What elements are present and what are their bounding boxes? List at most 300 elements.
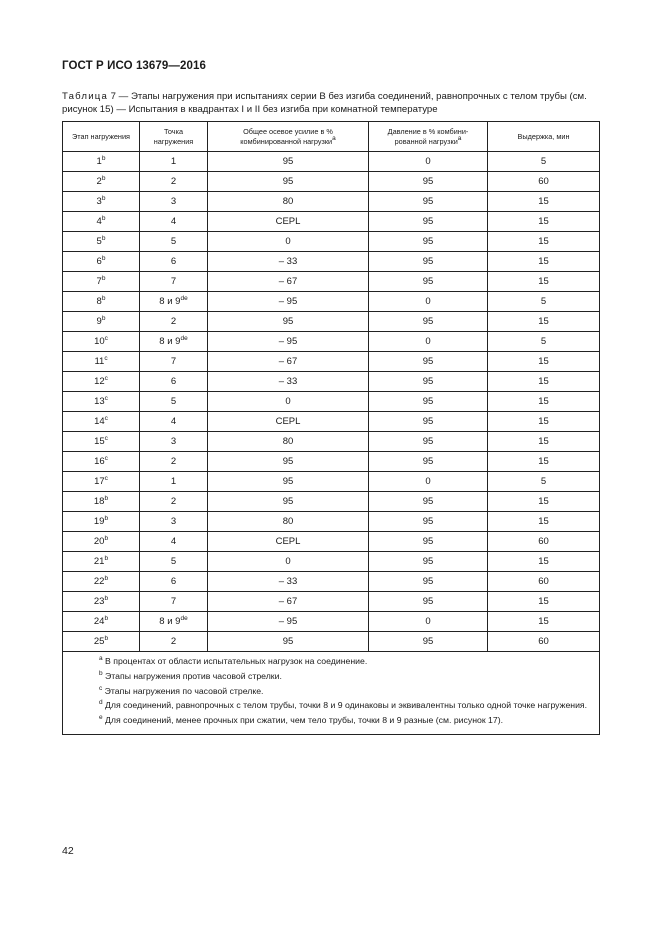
stage-cell-value: 20 xyxy=(93,536,105,547)
table-row xyxy=(63,252,600,272)
stage-cell-value: 8 xyxy=(96,296,102,307)
hold-time-cell-value: 15 xyxy=(538,416,549,427)
table-notes-row xyxy=(63,652,600,735)
stage-cell-value: 9 xyxy=(96,316,102,327)
point-cell xyxy=(140,612,208,632)
pressure-cell-value: 95 xyxy=(422,376,434,387)
axial-load-cell-value: 80 xyxy=(282,196,294,207)
point-cell xyxy=(140,172,208,192)
footnote-mark: b xyxy=(101,175,106,182)
column-header-text: Этап нагружения xyxy=(72,131,130,141)
stage-cell-value: 17 xyxy=(94,476,105,487)
pressure-cell-value: 95 xyxy=(422,356,434,367)
point-cell xyxy=(140,192,208,212)
axial-load-cell xyxy=(208,472,369,492)
point-cell-value: 8 и 9 xyxy=(159,296,181,307)
axial-load-cell-value: – 95 xyxy=(278,336,298,347)
axial-load-cell xyxy=(208,492,369,512)
footnote-mark: b xyxy=(101,255,106,262)
table-row xyxy=(63,292,600,312)
point-cell xyxy=(140,452,208,472)
page-number: 42 xyxy=(62,845,74,857)
stage-cell-value: 4 xyxy=(96,216,102,227)
hold-time-cell-value: 15 xyxy=(538,436,549,447)
hold-time-cell-value: 15 xyxy=(538,316,549,327)
hold-time-cell-value: 15 xyxy=(538,516,549,527)
stage-cell xyxy=(63,412,140,432)
footnote-mark: b xyxy=(104,535,109,542)
stage-cell xyxy=(63,392,140,412)
pressure-cell-value: 95 xyxy=(422,176,434,187)
hold-time-cell-value: 60 xyxy=(538,176,549,187)
stage-cell-value: 16 xyxy=(94,456,105,467)
table-row xyxy=(63,512,600,532)
pressure-cell-value: 0 xyxy=(425,296,431,307)
hold-time-cell xyxy=(488,192,600,212)
axial-load-cell xyxy=(208,572,369,592)
footnote-mark: a xyxy=(99,655,103,662)
stage-cell-value: 3 xyxy=(96,196,102,207)
hold-time-cell xyxy=(488,292,600,312)
hold-time-cell-value: 15 xyxy=(538,616,549,627)
pressure-cell-value: 0 xyxy=(425,336,431,347)
point-cell-value: 5 xyxy=(170,396,177,407)
stage-cell xyxy=(63,592,140,612)
axial-load-cell-value: – 67 xyxy=(278,356,298,367)
footnote-mark: b xyxy=(101,235,106,242)
point-cell-value: 3 xyxy=(170,196,177,207)
axial-load-cell-value: CEPL xyxy=(275,216,301,227)
point-cell xyxy=(140,332,208,352)
pressure-cell-value: 95 xyxy=(422,576,434,587)
point-cell xyxy=(140,572,208,592)
pressure-cell-value: 95 xyxy=(422,456,434,467)
point-cell xyxy=(140,352,208,372)
hold-time-cell xyxy=(488,512,600,532)
point-cell-value: 6 xyxy=(170,376,177,387)
point-cell-value: 6 xyxy=(170,256,177,267)
footnote-mark: a xyxy=(457,134,462,142)
column-header-text: Общее осевое усилие в % комбинированной нагрузки xyxy=(240,126,333,146)
stage-cell-value: 19 xyxy=(93,516,105,527)
stage-cell-value: 7 xyxy=(96,276,102,287)
hold-time-cell xyxy=(488,312,600,332)
footnote-mark: b xyxy=(104,555,109,562)
footnote-mark: c xyxy=(99,684,103,692)
stage-cell-value: 15 xyxy=(94,436,105,447)
point-cell xyxy=(140,632,208,652)
table-row xyxy=(63,212,600,232)
axial-load-cell xyxy=(208,512,369,532)
table-row xyxy=(63,612,600,632)
footnote-mark: de xyxy=(180,295,188,302)
point-cell-value: 3 xyxy=(170,516,177,527)
point-cell xyxy=(140,532,208,552)
hold-time-cell xyxy=(488,432,600,452)
axial-load-cell-value: – 33 xyxy=(278,256,298,267)
footnote-mark: c xyxy=(104,435,108,442)
axial-load-cell-value: 0 xyxy=(285,556,291,567)
footnote-text: Для соединений, равнопрочных с телом трубы, точки 8 и 9 одинаковы и эквивалентны только одной точке нагружения. xyxy=(102,700,588,711)
stage-cell xyxy=(63,152,140,172)
caption-text: 7 — Этапы нагружения при испытаниях серии B без изгиба соединений, равнопрочных с телом трубы (см. рисунок 15) — Испытания в квадрантах I и II без изгиба при комнатной температуре xyxy=(62,91,587,115)
table-row xyxy=(63,172,600,192)
axial-load-cell-value: 95 xyxy=(282,476,294,487)
document-header: ГОСТ Р ИСО 13679—2016 xyxy=(62,60,207,72)
hold-time-cell xyxy=(488,152,600,172)
footnote-mark: b xyxy=(101,275,106,282)
footnote-text: Для соединений, менее прочных при сжатии, чем тело трубы, точки 8 и 9 разные (см. рисунок 17). xyxy=(102,715,504,726)
hold-time-cell xyxy=(488,252,600,272)
footnote-mark: b xyxy=(101,155,106,162)
table-row xyxy=(63,452,600,472)
stage-cell xyxy=(63,352,140,372)
column-header-text: Давление в % комбини-рованной нагрузки xyxy=(387,126,469,146)
stage-cell xyxy=(63,452,140,472)
axial-load-cell xyxy=(208,252,369,272)
hold-time-cell xyxy=(488,472,600,492)
pressure-cell-value: 95 xyxy=(422,316,434,327)
pressure-cell-value: 95 xyxy=(422,516,434,527)
stage-cell-value: 21 xyxy=(93,556,105,567)
axial-load-cell xyxy=(208,352,369,372)
point-cell-value: 2 xyxy=(170,636,177,647)
hold-time-cell xyxy=(488,552,600,572)
footnote xyxy=(69,654,595,669)
point-cell-value: 7 xyxy=(170,596,177,607)
axial-load-cell-value: 95 xyxy=(282,636,294,647)
point-cell xyxy=(140,472,208,492)
point-cell xyxy=(140,552,208,572)
pressure-cell-value: 95 xyxy=(422,236,434,247)
table-row xyxy=(63,192,600,212)
point-cell-value: 5 xyxy=(170,556,177,567)
axial-load-cell-value: 0 xyxy=(285,396,291,407)
pressure-cell-value: 95 xyxy=(422,276,434,287)
pressure-cell xyxy=(369,472,488,492)
stage-cell-value: 14 xyxy=(94,416,105,427)
point-cell-value: 8 и 9 xyxy=(159,336,181,347)
pressure-cell xyxy=(369,412,488,432)
stage-cell xyxy=(63,552,140,572)
pressure-cell-value: 95 xyxy=(422,396,434,407)
footnote-mark: c xyxy=(104,355,108,362)
hold-time-cell-value: 15 xyxy=(538,236,549,247)
pressure-cell xyxy=(369,152,488,172)
axial-load-cell-value: 95 xyxy=(282,156,294,167)
table-row xyxy=(63,432,600,452)
hold-time-cell-value: 15 xyxy=(538,376,549,387)
axial-load-cell-value: 95 xyxy=(282,176,294,187)
hold-time-cell xyxy=(488,392,600,412)
hold-time-cell-value: 15 xyxy=(538,196,549,207)
pressure-cell xyxy=(369,252,488,272)
caption-label: Таблица xyxy=(62,91,109,102)
hold-time-cell-value: 60 xyxy=(538,536,549,547)
axial-load-cell-value: 80 xyxy=(282,436,294,447)
hold-time-cell-value: 15 xyxy=(538,396,549,407)
pressure-cell-value: 0 xyxy=(425,476,431,487)
pressure-cell xyxy=(369,312,488,332)
point-cell xyxy=(140,412,208,432)
table-notes xyxy=(63,652,600,735)
axial-load-cell-value: CEPL xyxy=(275,536,301,547)
stage-cell xyxy=(63,632,140,652)
pressure-cell-value: 0 xyxy=(425,616,431,627)
point-cell-value: 4 xyxy=(170,536,177,547)
axial-load-cell xyxy=(208,452,369,472)
hold-time-cell xyxy=(488,352,600,372)
footnote-mark: b xyxy=(101,215,106,222)
column-header-text: Точка нагружения xyxy=(153,126,194,146)
table-row xyxy=(63,272,600,292)
hold-time-cell xyxy=(488,612,600,632)
axial-load-cell xyxy=(208,332,369,352)
hold-time-cell-value: 15 xyxy=(538,256,549,267)
axial-load-cell xyxy=(208,432,369,452)
axial-load-cell-value: 80 xyxy=(282,516,294,527)
pressure-cell xyxy=(369,292,488,312)
table-row xyxy=(63,472,600,492)
column-header xyxy=(63,122,140,152)
footnote xyxy=(69,713,595,728)
point-cell xyxy=(140,512,208,532)
hold-time-cell-value: 60 xyxy=(538,576,549,587)
axial-load-cell-value: – 95 xyxy=(278,296,298,307)
table-row xyxy=(63,312,600,332)
stage-cell-value: 10 xyxy=(94,336,105,347)
pressure-cell xyxy=(369,272,488,292)
axial-load-cell-value: 95 xyxy=(282,456,294,467)
table-row xyxy=(63,572,600,592)
axial-load-cell-value: 95 xyxy=(282,316,294,327)
point-cell xyxy=(140,272,208,292)
axial-load-cell xyxy=(208,552,369,572)
footnote-mark: c xyxy=(104,375,108,382)
point-cell-value: 2 xyxy=(170,496,177,507)
pressure-cell xyxy=(369,212,488,232)
table-caption xyxy=(62,90,602,116)
pressure-cell-value: 95 xyxy=(422,636,434,647)
axial-load-cell xyxy=(208,272,369,292)
hold-time-cell-value: 15 xyxy=(538,276,549,287)
axial-load-cell-value: – 33 xyxy=(278,376,298,387)
pressure-cell-value: 95 xyxy=(422,536,434,547)
table-row xyxy=(63,232,600,252)
pressure-cell-value: 95 xyxy=(422,596,434,607)
stage-cell xyxy=(63,272,140,292)
axial-load-cell xyxy=(208,212,369,232)
axial-load-cell-value: – 67 xyxy=(278,276,298,287)
stage-cell-value: 12 xyxy=(94,376,105,387)
point-cell xyxy=(140,432,208,452)
axial-load-cell xyxy=(208,532,369,552)
hold-time-cell-value: 60 xyxy=(538,636,549,647)
table-row xyxy=(63,592,600,612)
pressure-cell-value: 95 xyxy=(422,196,434,207)
axial-load-cell xyxy=(208,612,369,632)
hold-time-cell-value: 15 xyxy=(538,456,549,467)
axial-load-cell xyxy=(208,172,369,192)
hold-time-cell xyxy=(488,492,600,512)
footnote-mark: d xyxy=(99,699,103,707)
point-cell-value: 7 xyxy=(170,276,177,287)
footnote-mark: c xyxy=(104,475,108,482)
axial-load-cell xyxy=(208,632,369,652)
axial-load-cell xyxy=(208,232,369,252)
stage-cell xyxy=(63,492,140,512)
point-cell xyxy=(140,232,208,252)
pressure-cell xyxy=(369,332,488,352)
stage-cell xyxy=(63,472,140,492)
point-cell-value: 1 xyxy=(170,156,177,167)
table-row xyxy=(63,332,600,352)
footnote-mark: c xyxy=(104,415,108,422)
pressure-cell xyxy=(369,612,488,632)
hold-time-cell-value: 5 xyxy=(540,476,547,487)
pressure-cell xyxy=(369,632,488,652)
pressure-cell-value: 95 xyxy=(422,216,434,227)
pressure-cell xyxy=(369,192,488,212)
column-header-text: Выдержка, мин xyxy=(517,131,570,141)
hold-time-cell xyxy=(488,332,600,352)
axial-load-cell-value: – 33 xyxy=(278,576,298,587)
stage-cell-value: 22 xyxy=(93,576,105,587)
stage-cell xyxy=(63,292,140,312)
pressure-cell xyxy=(369,352,488,372)
axial-load-cell xyxy=(208,372,369,392)
stage-cell-value: 13 xyxy=(94,396,105,407)
footnote-mark: a xyxy=(332,134,336,142)
pressure-cell-value: 0 xyxy=(425,156,431,167)
point-cell xyxy=(140,312,208,332)
stage-cell-value: 1 xyxy=(96,156,102,167)
footnote-mark: de xyxy=(180,335,188,342)
hold-time-cell xyxy=(488,212,600,232)
pressure-cell-value: 95 xyxy=(422,556,434,567)
footnote-mark: b xyxy=(99,669,103,677)
point-cell-value: 2 xyxy=(170,456,177,467)
point-cell xyxy=(140,392,208,412)
table-row xyxy=(63,152,600,172)
point-cell xyxy=(140,252,208,272)
axial-load-cell-value: 95 xyxy=(282,496,294,507)
footnote-mark: b xyxy=(104,495,109,502)
footnote-text: Этапы нагружения по часовой стрелке. xyxy=(102,685,264,696)
footnote-mark: b xyxy=(101,195,106,202)
stage-cell xyxy=(63,612,140,632)
stage-cell-value: 5 xyxy=(96,236,102,247)
footnote-mark: b xyxy=(101,315,106,322)
point-cell-value: 1 xyxy=(170,476,177,487)
stage-cell-value: 25 xyxy=(93,636,105,647)
point-cell-value: 2 xyxy=(170,176,177,187)
point-cell-value: 4 xyxy=(170,216,177,227)
point-cell-value: 7 xyxy=(170,356,177,367)
table-row xyxy=(63,392,600,412)
pressure-cell xyxy=(369,452,488,472)
pressure-cell xyxy=(369,372,488,392)
table-row xyxy=(63,372,600,392)
stage-cell-value: 18 xyxy=(93,496,105,507)
column-header xyxy=(140,122,208,152)
footnote-mark: c xyxy=(104,335,108,342)
footnote-mark: b xyxy=(101,295,106,302)
pressure-cell-value: 95 xyxy=(422,496,434,507)
stage-cell xyxy=(63,312,140,332)
point-cell xyxy=(140,152,208,172)
column-header xyxy=(369,122,488,152)
hold-time-cell-value: 15 xyxy=(538,596,549,607)
footnote-mark: b xyxy=(104,515,109,522)
pressure-cell xyxy=(369,572,488,592)
table-row xyxy=(63,552,600,572)
column-header xyxy=(488,122,600,152)
point-cell-value: 2 xyxy=(170,316,177,327)
axial-load-cell xyxy=(208,192,369,212)
table-row xyxy=(63,352,600,372)
point-cell xyxy=(140,212,208,232)
axial-load-cell xyxy=(208,412,369,432)
point-cell xyxy=(140,492,208,512)
axial-load-cell-value: 0 xyxy=(285,236,291,247)
hold-time-cell xyxy=(488,272,600,292)
hold-time-cell xyxy=(488,532,600,552)
stage-cell xyxy=(63,192,140,212)
point-cell-value: 6 xyxy=(170,576,177,587)
hold-time-cell-value: 15 xyxy=(538,496,549,507)
stage-cell-value: 11 xyxy=(94,356,105,367)
footnote-text: Этапы нагружения против часовой стрелки. xyxy=(102,670,282,681)
table-row xyxy=(63,632,600,652)
loading-stages-table xyxy=(62,121,600,735)
table-row xyxy=(63,492,600,512)
hold-time-cell xyxy=(488,412,600,432)
table-header-row xyxy=(63,122,600,152)
stage-cell xyxy=(63,512,140,532)
pressure-cell xyxy=(369,552,488,572)
pressure-cell xyxy=(369,172,488,192)
point-cell-value: 3 xyxy=(170,436,177,447)
axial-load-cell xyxy=(208,152,369,172)
hold-time-cell-value: 15 xyxy=(538,556,549,567)
hold-time-cell-value: 15 xyxy=(538,356,549,367)
footnote-mark: c xyxy=(104,455,108,462)
stage-cell xyxy=(63,212,140,232)
stage-cell xyxy=(63,232,140,252)
pressure-cell xyxy=(369,512,488,532)
footnote-mark: b xyxy=(104,595,109,602)
hold-time-cell xyxy=(488,372,600,392)
hold-time-cell xyxy=(488,232,600,252)
pressure-cell-value: 95 xyxy=(422,256,434,267)
pressure-cell xyxy=(369,232,488,252)
hold-time-cell xyxy=(488,632,600,652)
table-row xyxy=(63,532,600,552)
hold-time-cell-value: 5 xyxy=(540,336,547,347)
axial-load-cell xyxy=(208,392,369,412)
point-cell xyxy=(140,592,208,612)
hold-time-cell xyxy=(488,172,600,192)
pressure-cell xyxy=(369,532,488,552)
footnote-mark: e xyxy=(99,714,103,722)
stage-cell-value: 6 xyxy=(96,256,102,267)
hold-time-cell-value: 15 xyxy=(538,216,549,227)
hold-time-cell xyxy=(488,452,600,472)
stage-cell xyxy=(63,432,140,452)
axial-load-cell xyxy=(208,592,369,612)
point-cell xyxy=(140,372,208,392)
